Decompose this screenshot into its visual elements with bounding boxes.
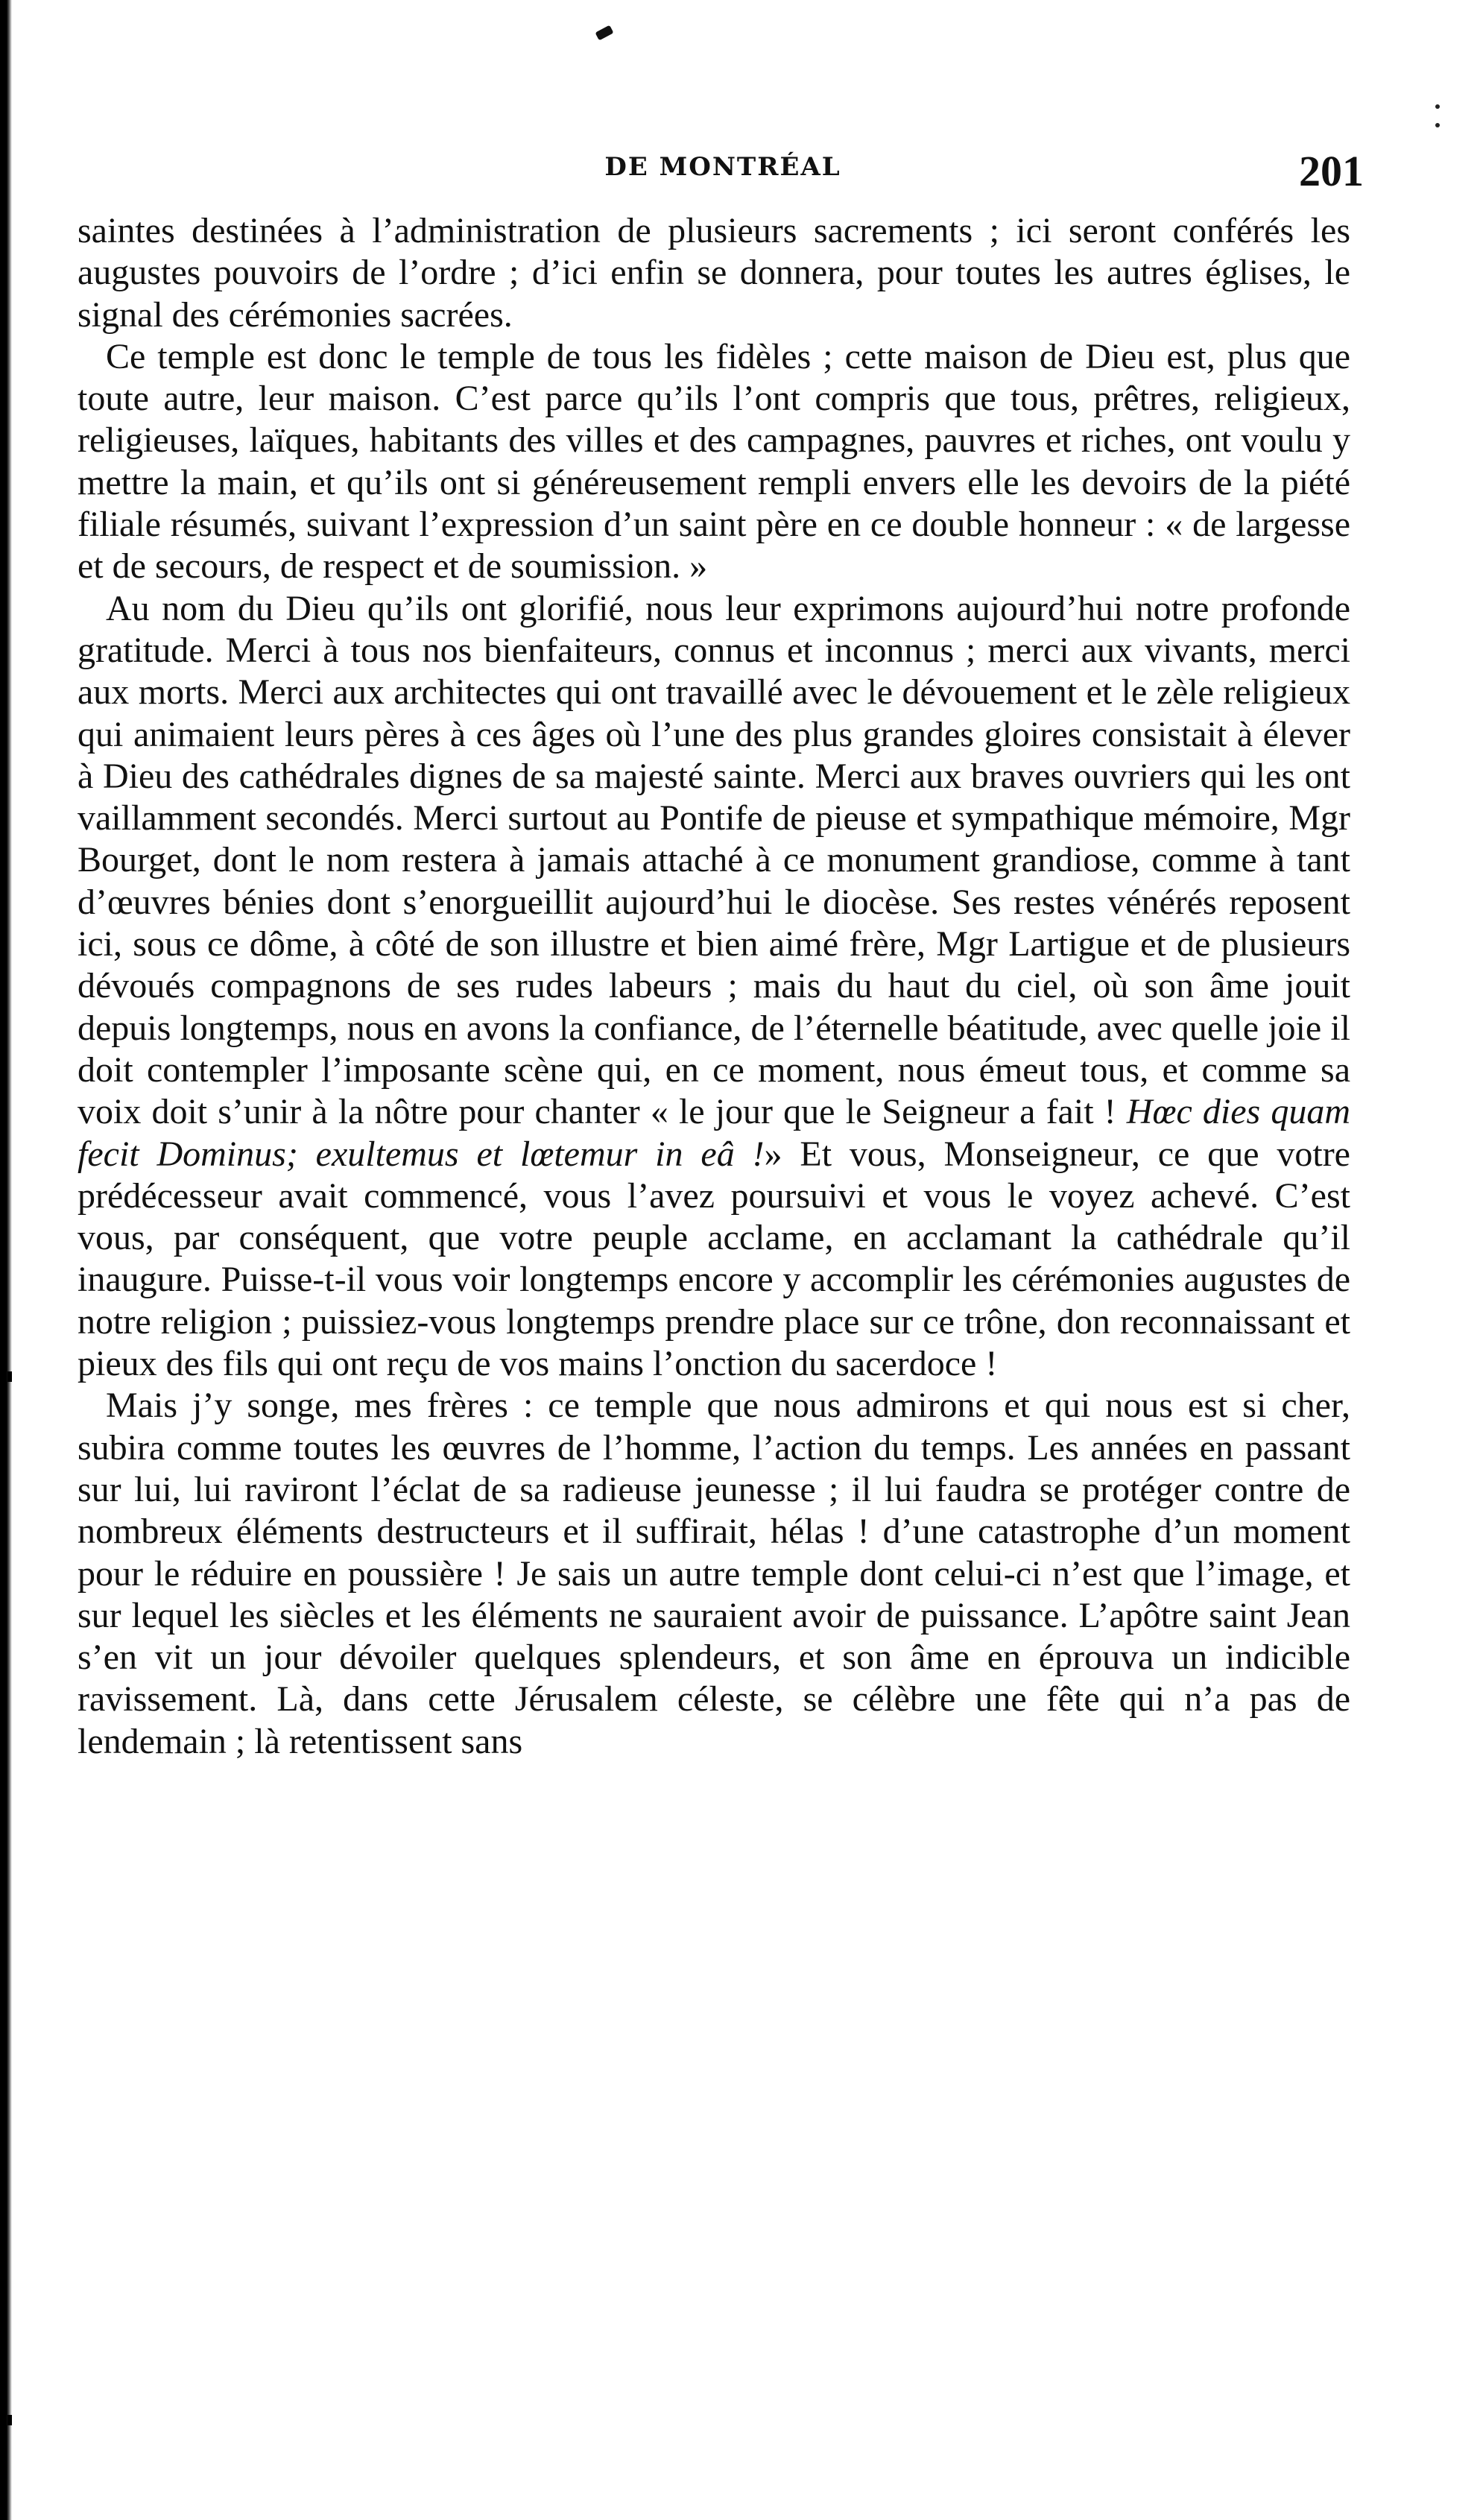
paragraph-continuation: saintes destinées à l’administration de plusieurs sacrements ; ici seront conférés les augustes pouvoirs de l’ordre ; d’ici enfin se donnera, pour toutes les autres églises, le signal des cérémonies sacrées.: [78, 211, 1350, 335]
scan-dot: [1435, 123, 1440, 127]
paragraph: Ce temple est donc le temple de tous les fidèles ; cette maison de Dieu est, plus que toute autre, leur maison. C’est parce qu’ils l’ont compris que tous, prêtres, religieux, religieuses, laïques, habitants des villes et des campagnes, pauvres et riches, ont voulu y mettre la main, et qu’ils ont si généreusement rempli envers elle les devoirs de la piété filiale résumés, suivant l’expression d’un saint père en ce double honneur : « de largesse et de secours, de respect et de soumission. »: [78, 336, 1350, 587]
paragraph-text: Au nom du Dieu qu’ils ont glorifié, nous leur exprimons aujourd’hui notre profonde gratitude. Merci à tous nos bienfaiteurs, connus et inconnus ; merci aux vivants, merci aux morts. Merci aux architectes qui ont travaillé avec le dévouement et le zèle religieux qui animaient leurs pères à ces âges où l’une des plus grandes gloires consistait à élever à Dieu des cathédrales dignes de sa majesté sainte. Merci aux braves ouvriers qui les ont vaillamment secondés. Merci surtout au Pontife de pieuse et sympathique mémoire, Mgr Bourget, dont le nom restera à jamais attaché à ce monument grandiose, comme à tant d’œuvres bénies dont s’enorgueillit aujourd’hui le diocèse. Ses restes vénérés reposent ici, sous ce dôme, à côté de son illustre et bien aimé frère, Mgr Lartigue et de plusieurs dévoués compagnons de ses rudes labeurs ; mais du haut du ciel, où son âme jouit depuis longtemps, nous en avons la confiance, de l’éternelle béatitude, avec quelle joie il doit contempler l’imposante scène qui, en ce moment, nous émeut tous, et comme sa voix doit s’unir à la nôtre pour chanter « le jour que le Seigneur a fait !: [78, 588, 1350, 1132]
paragraph: [78, 588, 1350, 1386]
paragraph-text-after-quote: » Et vous, Monseigneur, ce que votre prédécesseur avait commencé, vous l’avez poursuivi et vous le voyez achevé. C’est vous, par conséquent, que votre peuple acclame, en acclamant la cathédrale qu’il inaugure. Puisse-t-il vous voir longtemps encore y accomplir les cérémonies augustes de notre religion ; puissiez-vous longtemps prendre place sur ce trône, don reconnaissant et pieux des fils qui ont reçu de vos mains l’onction du sacerdoce !: [78, 1134, 1350, 1384]
scan-dot: [1435, 104, 1440, 109]
scan-speck: [7, 2415, 12, 2425]
page-body: [78, 210, 1350, 1763]
scan-ink-mark: [595, 25, 613, 41]
latin-quotation: Hœc dies quam fecit Dominus; exultemus et lœtemur in eâ !: [78, 1092, 1351, 1174]
scan-speck: [7, 1371, 12, 1382]
paragraph: Mais j’y songe, mes frères : ce temple que nous admirons et qui nous est si cher, subira comme toutes les œuvres de l’homme, l’action du temps. Les années en passant sur lui, lui raviront l’éclat de sa radieuse jeunesse ; il lui faudra se protéger contre de nombreux éléments destructeurs et il suffirait, hélas ! d’une catastrophe d’un moment pour le réduire en poussière ! Je sais un autre temple dont celui-ci n’est que l’image, et sur lequel les siècles et les éléments ne sauraient avoir de puissance. L’apôtre saint Jean s’en vit un jour dévoiler quelques splendeurs, et son âme en éprouva un indicible ravissement. Là, dans cette Jérusalem céleste, se célèbre une fête qui n’a pas de lendemain ; là retentissent sans: [78, 1386, 1350, 1761]
running-title: DE MONTRÉAL: [604, 152, 841, 182]
scan-left-border: [0, 0, 12, 2520]
page-number: 201: [1299, 147, 1364, 195]
page-header: [82, 146, 1364, 206]
